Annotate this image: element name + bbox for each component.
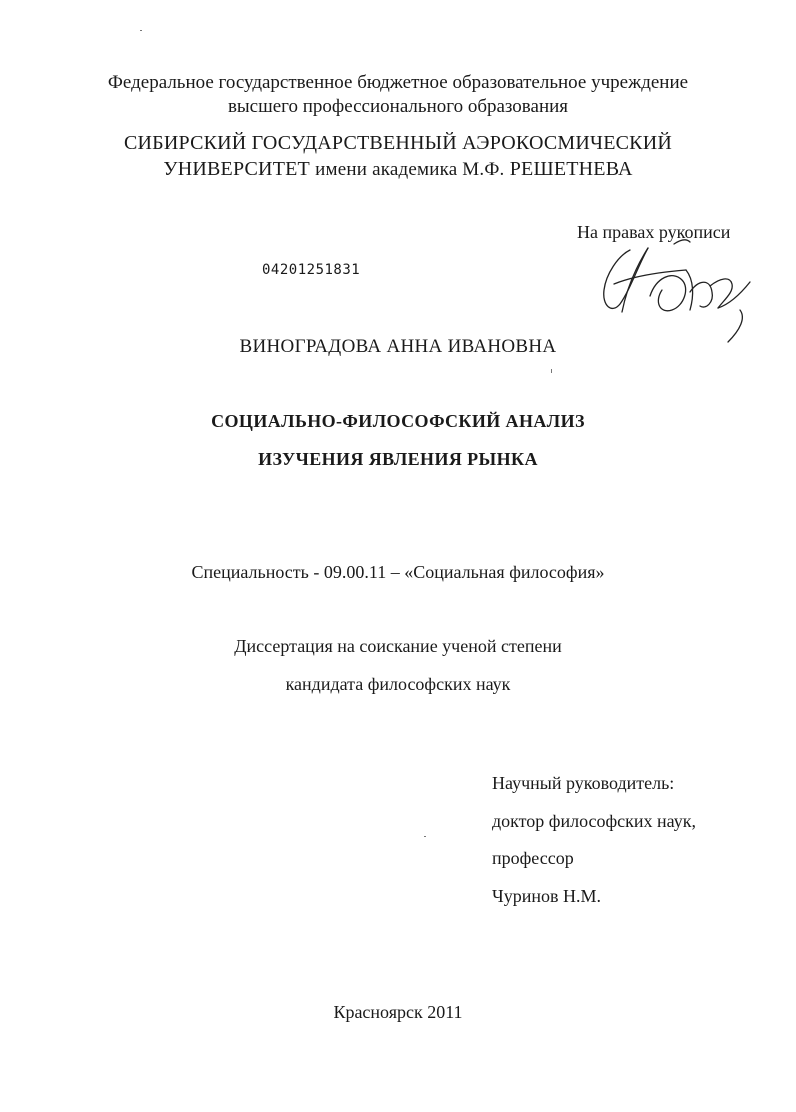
university-line-1: СИБИРСКИЙ ГОСУДАРСТВЕННЫЙ АЭРОКОСМИЧЕСКИЙ — [124, 132, 672, 154]
thesis-title-line-2: ИЗУЧЕНИЯ ЯВЛЕНИЯ РЫНКА — [258, 449, 538, 469]
university-namesake: РЕШЕТНЕВА — [509, 158, 633, 180]
city-year: Красноярск 2011 — [333, 1002, 463, 1022]
scan-speck — [424, 836, 426, 837]
author-name: ВИНОГРАДОВА АННА ИВАНОВНА — [239, 336, 557, 357]
supervisor-rank: профессор — [492, 848, 574, 868]
institution-line-1: Федеральное государственное бюджетное образовательное учреждение — [107, 72, 689, 93]
specialty: Специальность - 09.00.11 – «Социальная философия» — [191, 562, 605, 582]
university-line-2 — [0, 158, 796, 181]
institution-line-2: высшего профессионального образования — [227, 96, 569, 117]
handwritten-signature — [590, 226, 770, 344]
degree-line-1: Диссертация на соискание ученой степени — [234, 636, 562, 656]
university-word: УНИВЕРСИТЕТ — [163, 158, 310, 180]
supervisor-degree: доктор философских наук, — [492, 811, 696, 831]
registration-number: 04201251831 — [262, 262, 361, 278]
university-named-after: имени академика М.Ф. — [315, 159, 505, 180]
scan-speck — [551, 369, 552, 373]
supervisor-label: Научный руководитель: — [492, 773, 675, 793]
degree-line-2: кандидата философских наук — [285, 674, 511, 694]
scan-speck — [140, 30, 142, 31]
thesis-title-line-1: СОЦИАЛЬНО-ФИЛОСОФСКИЙ АНАЛИЗ — [211, 411, 585, 431]
manuscript-note: На правах рукописи — [577, 222, 731, 242]
supervisor-name: Чуринов Н.М. — [492, 886, 601, 906]
